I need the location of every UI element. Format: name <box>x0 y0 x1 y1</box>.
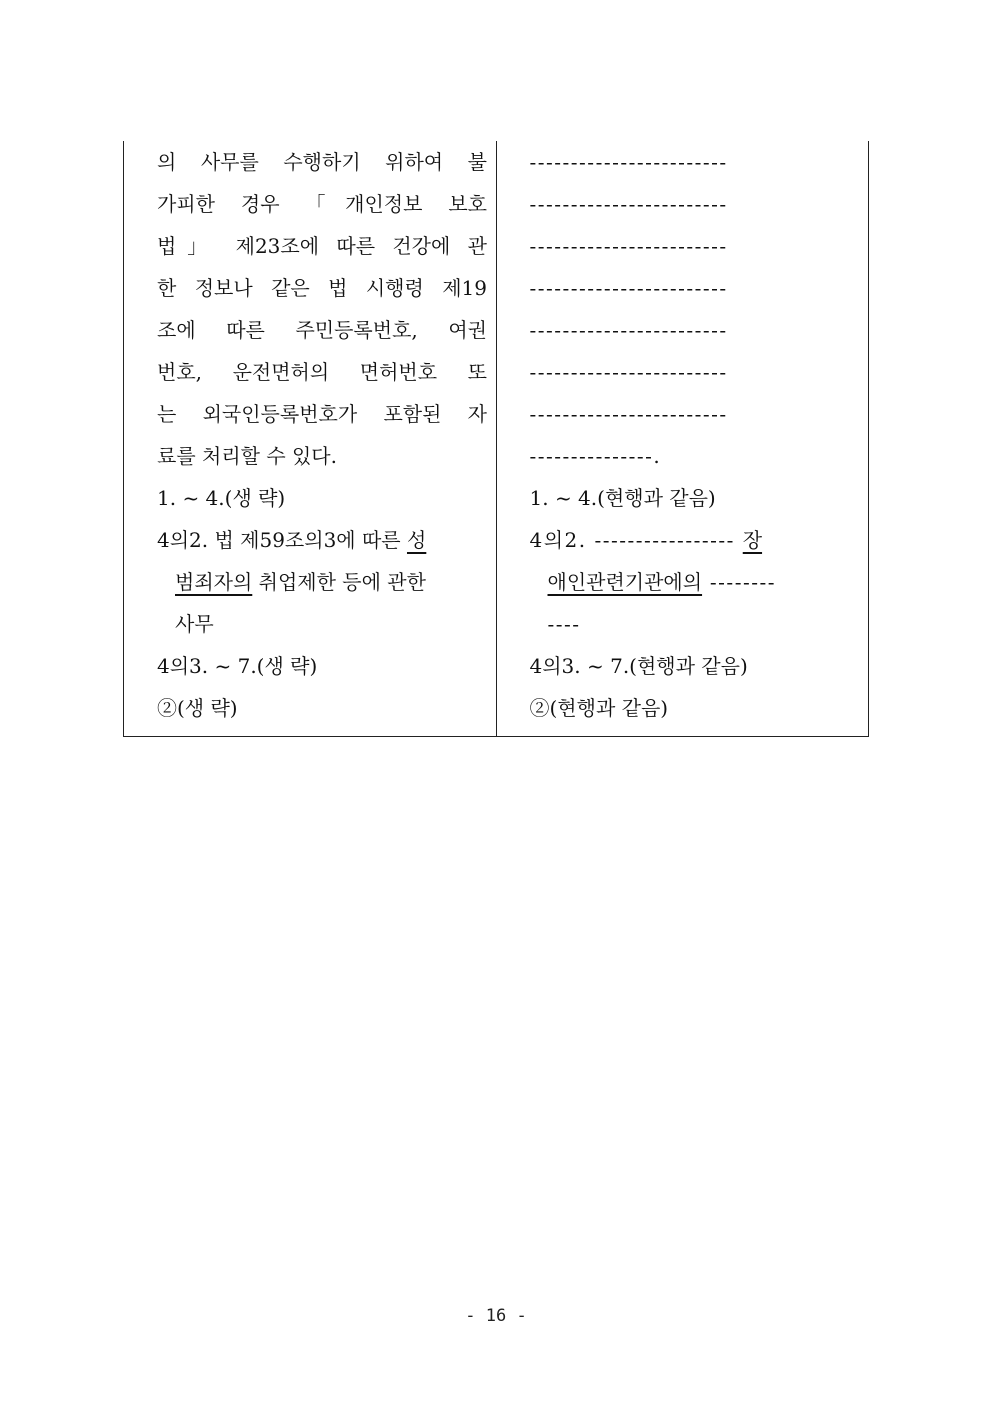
revised-text-body <box>530 141 860 729</box>
body-line: 번호, 운전면허의 면허번호 또 <box>157 360 487 384</box>
page-number: - 16 - <box>465 1306 527 1326</box>
item-4-3-7: 4의3. ~ 7.(현행과 같음) <box>529 654 748 678</box>
revised-text-column <box>497 141 869 736</box>
body-line: 한 정보나 같은 법 시행령 제19 <box>157 276 487 300</box>
item-4-3-7: 4의3. ~ 7.(생 략) <box>157 654 318 678</box>
current-text-body <box>157 141 487 729</box>
item-4-2-line3: ---- <box>547 612 581 636</box>
item-4-2-prefix: 4의2. ----------------- <box>529 528 743 552</box>
current-text-column <box>124 141 497 736</box>
body-line: 는 외국인등록번호가 포함된 자 <box>157 402 487 426</box>
dash-line: ------------------------ <box>529 402 728 426</box>
dash-line: ------------------------ <box>529 150 728 174</box>
body-line: 조에 따른 주민등록번호, 여권 <box>157 318 487 342</box>
item-4-2-cont <box>530 561 860 603</box>
body-line: 법」 제23조에 따른 건강에 관 <box>157 234 487 258</box>
dash-line-end: ---------------. <box>529 444 662 468</box>
dash-line: ------------------------ <box>529 192 728 216</box>
item-1-4: 1. ~ 4.(생 략) <box>157 486 286 510</box>
body-line: 료를 처리할 수 있다. <box>157 444 337 468</box>
body-line: 의 사무를 수행하기 위하여 불 <box>157 150 487 174</box>
amended-text: 성 <box>406 528 427 552</box>
dash-line: ------------------------ <box>529 234 728 258</box>
item-1-4: 1. ~ 4.(현행과 같음) <box>529 486 716 510</box>
dash-line: ------------------------ <box>529 276 728 300</box>
dash-line: ------------------------ <box>529 318 728 342</box>
item-4-2 <box>157 519 487 561</box>
item-4-2-cont <box>157 561 487 603</box>
item-4-2-line3: 사무 <box>175 612 214 636</box>
item-4-2-prefix: 4의2. 법 제59조의3에 따른 <box>157 528 407 552</box>
body-line: 가피한 경우 「개인정보 보호 <box>157 192 487 216</box>
amended-text: 애인관련기관에의 <box>547 570 703 594</box>
item-4-2-rest: -------- <box>702 570 776 594</box>
item-4-2-rest: 취업제한 등에 관한 <box>252 570 426 594</box>
dash-line: ------------------------ <box>529 360 728 384</box>
item-4-2 <box>530 519 860 561</box>
amended-text: 범죄자의 <box>175 570 253 594</box>
comparison-table <box>123 141 869 737</box>
amended-text: 장 <box>742 528 763 552</box>
paragraph-2: ②(생 략) <box>157 696 238 720</box>
paragraph-2: ②(현행과 같음) <box>529 696 669 720</box>
